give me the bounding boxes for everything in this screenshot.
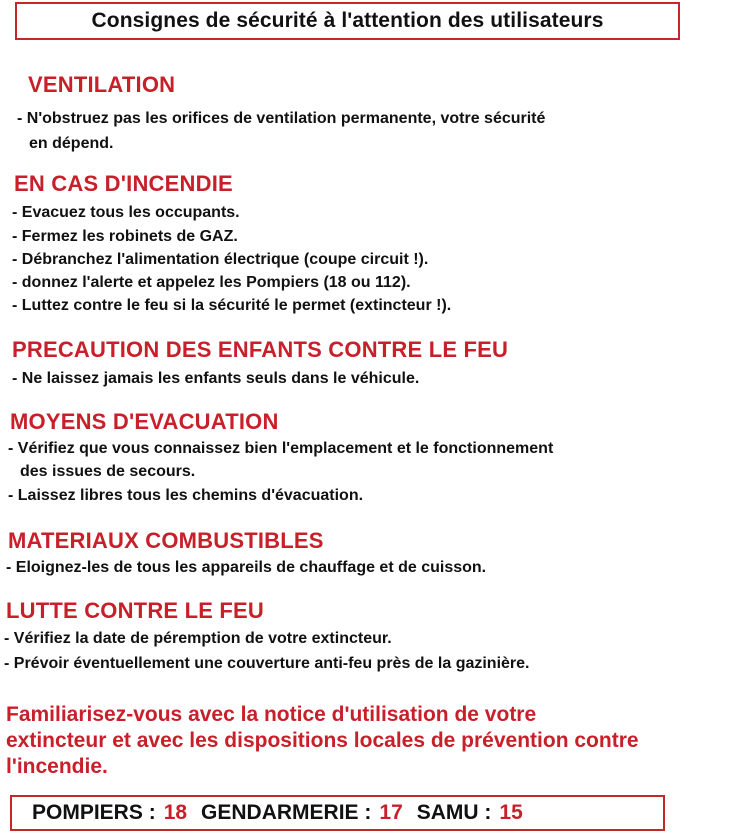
section-line: - Fermez les robinets de GAZ.	[12, 228, 238, 245]
samu-label: SAMU :	[416, 801, 492, 824]
section-line: - Evacuez tous les occupants.	[12, 204, 240, 221]
title-box	[15, 2, 680, 40]
samu-number: 15	[499, 801, 523, 824]
pompiers-number: 18	[163, 801, 188, 824]
section-line: - Vérifiez la date de péremption de votre extincteur.	[4, 630, 392, 647]
gendarmerie-number: 17	[379, 801, 403, 824]
pompiers-label: POMPIERS :	[32, 801, 156, 824]
section-heading-moyens-evacuation: MOYENS D'EVACUATION	[10, 409, 279, 434]
closing-line: Familiarisez-vous avec la notice d'utilisation de votre	[6, 703, 537, 726]
page-title: Consignes de sécurité à l'attention des utilisateurs	[91, 9, 604, 32]
section-heading-lutte-feu: LUTTE CONTRE LE FEU	[6, 598, 265, 623]
closing-line: extincteur et avec les dispositions locales de prévention contre	[6, 729, 639, 752]
section-line: - Eloignez-les de tous les appareils de chauffage et de cuisson.	[6, 559, 487, 576]
closing-line: l'incendie.	[6, 755, 108, 778]
gendarmerie-label: GENDARMERIE :	[201, 801, 372, 824]
emergency-numbers-box	[10, 795, 665, 831]
section-line: - Laissez libres tous les chemins d'évacuation.	[8, 487, 364, 504]
section-line: - Vérifiez que vous connaissez bien l'emplacement et le fonctionnement	[8, 440, 554, 457]
section-heading-precaution-enfants: PRECAUTION DES ENFANTS CONTRE LE FEU	[12, 337, 509, 362]
section-line: - Ne laissez jamais les enfants seuls dans le véhicule.	[12, 370, 420, 387]
section-line: - N'obstruez pas les orifices de ventilation permanente, votre sécurité	[17, 110, 546, 127]
section-line: - donnez l'alerte et appelez les Pompiers (18 ou 112).	[12, 274, 411, 291]
section-heading-ventilation: VENTILATION	[28, 72, 176, 97]
section-line: - Débranchez l'alimentation électrique (coupe circuit !).	[12, 251, 429, 268]
section-line: des issues de secours.	[20, 463, 196, 480]
closing-notice	[6, 702, 741, 780]
section-heading-materiaux-combustibles: MATERIAUX COMBUSTIBLES	[8, 528, 324, 553]
section-line: - Luttez contre le feu si la sécurité le permet (extincteur !).	[12, 297, 452, 314]
section-line: en dépend.	[29, 135, 114, 152]
section-heading-incendie: EN CAS D'INCENDIE	[14, 171, 233, 196]
section-line: - Prévoir éventuellement une couverture anti-feu près de la gazinière.	[4, 655, 530, 672]
